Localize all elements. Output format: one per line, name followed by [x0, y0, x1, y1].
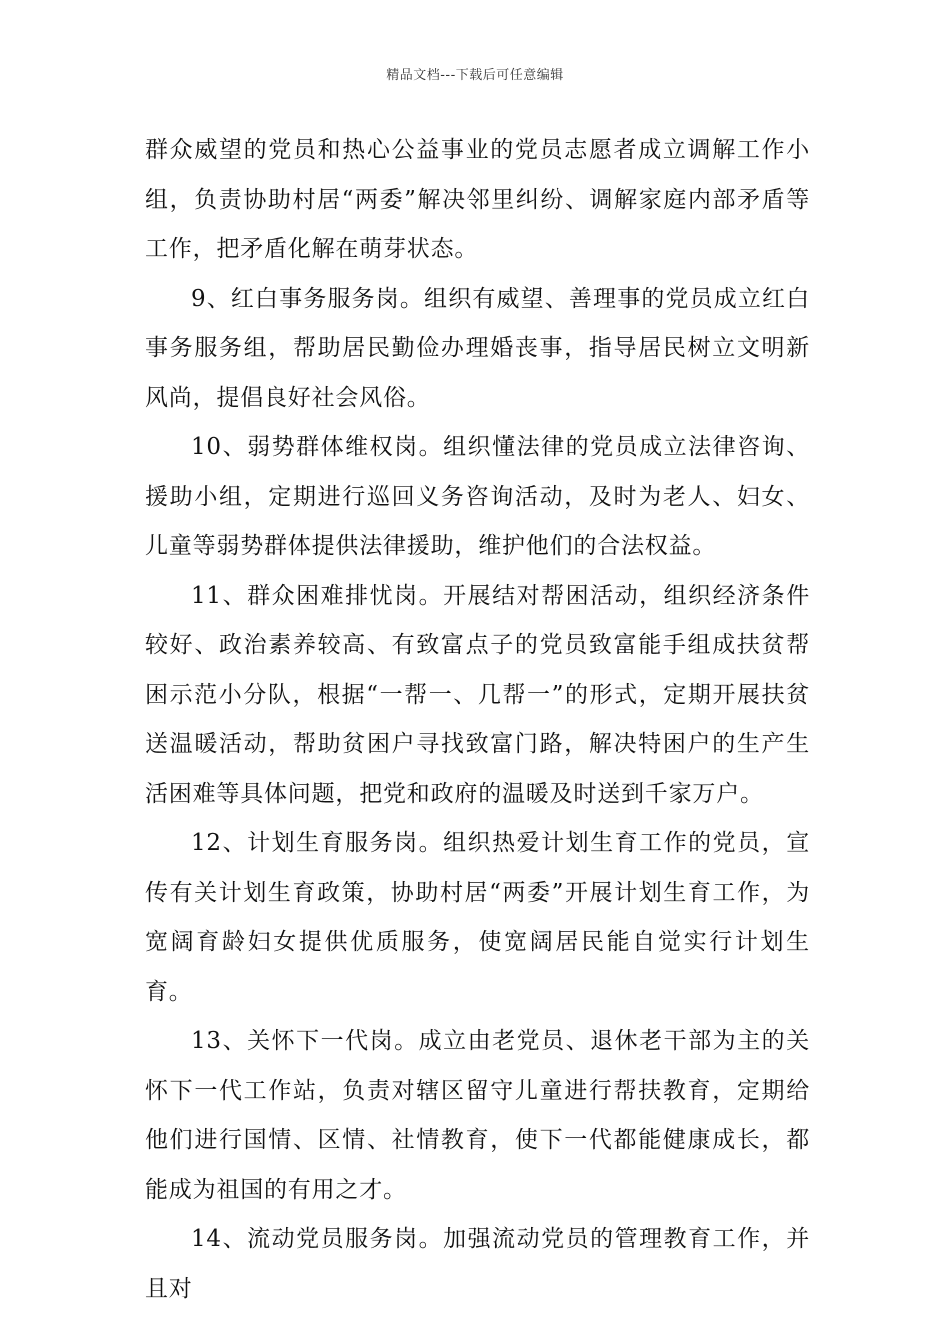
page-header: 精品文档---下载后可任意编辑	[386, 68, 564, 83]
document-body	[145, 126, 810, 1314]
paragraph-item-10: 10、弱势群体维权岗。组织懂法律的党员成立法律咨询、援助小组，定期进行巡回义务咨询活动，及时为老人、妇女、儿童等弱势群体提供法律援助，维护他们的合法权益。	[145, 434, 810, 559]
paragraph-item-11: 11、群众困难排忧岗。开展结对帮困活动，组织经济条件较好、政治素养较高、有致富点子的党员致富能手组成扶贫帮困示范小分队，根据“一帮一、几帮一”的形式，定期开展扶贫送温暖活动，帮助贫困户寻找致富门路，解决特困户的生产生活困难等具体问题，把党和政府的温暖及时送到千家万户。	[145, 582, 810, 807]
paragraph-item-14: 14、流动党员服务岗。加强流动党员的管理教育工作，并且对	[145, 1226, 810, 1302]
paragraph-item-9: 9、红白事务服务岗。组织有威望、善理事的党员成立红白事务服务组，帮助居民勤俭办理婚丧事，指导居民树立文明新风尚，提倡良好社会风俗。	[145, 285, 810, 411]
paragraph-item-12: 12、计划生育服务岗。组织热爱计划生育工作的党员，宣传有关计划生育政策，协助村居“两委”开展计划生育工作，为宽阔育龄妇女提供优质服务，使宽阔居民能自觉实行计划生育。	[145, 830, 810, 1005]
paragraph-continuation: 群众威望的党员和热心公益事业的党员志愿者成立调解工作小组，负责协助村居“两委”解决邻里纠纷、调解家庭内部矛盾等工作，把矛盾化解在萌芽状态。	[145, 137, 810, 262]
paragraph-item-13: 13、关怀下一代岗。成立由老党员、退休老干部为主的关怀下一代工作站，负责对辖区留守儿童进行帮扶教育，定期给他们进行国情、区情、社情教育，使下一代都能健康成长，都能成为祖国的有用之才。	[145, 1028, 810, 1203]
